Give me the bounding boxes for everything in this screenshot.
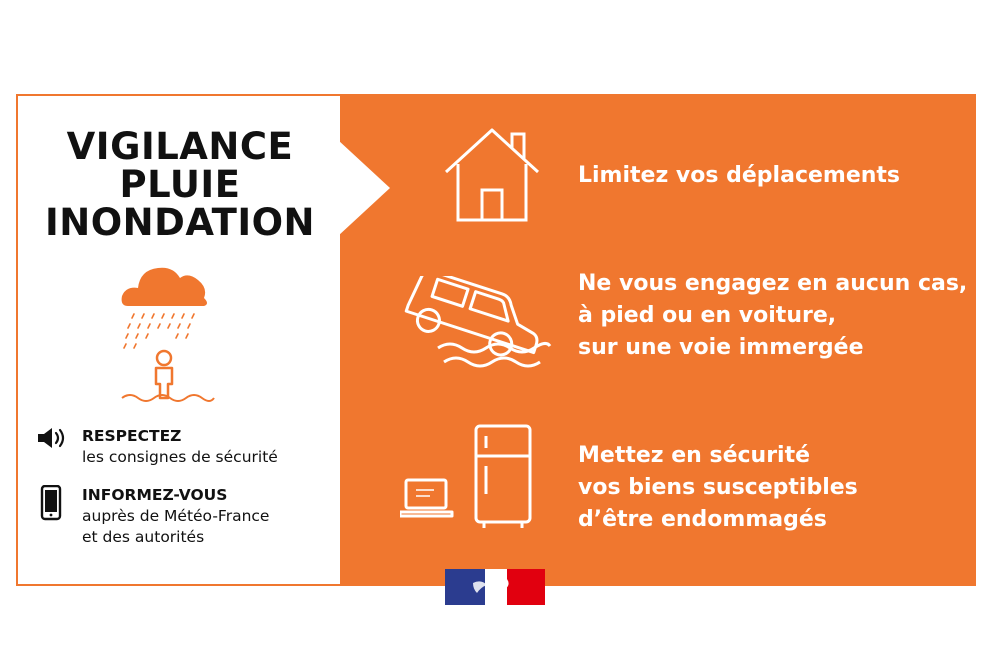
title-line-2: PLUIE bbox=[119, 163, 241, 206]
info-text: auprès de Météo-France bbox=[82, 507, 270, 525]
alert-title bbox=[30, 125, 330, 244]
house-icon bbox=[442, 124, 542, 224]
title-line-3: INONDATION bbox=[44, 201, 316, 244]
action-line: Ne vous engagez en aucun cas, bbox=[578, 271, 968, 296]
info-heading: RESPECTEZ bbox=[82, 427, 182, 445]
action-line: d’être endommagés bbox=[578, 507, 827, 532]
rain-flood-person-icon bbox=[118, 258, 218, 408]
panel-arrow-notch bbox=[338, 140, 390, 236]
car-in-water-icon bbox=[398, 276, 553, 371]
title-line-1: VIGILANCE bbox=[66, 125, 294, 168]
info-text: et des autorités bbox=[82, 528, 205, 546]
fridge-laptop-icon bbox=[400, 422, 540, 530]
action-line: à pied ou en voiture, bbox=[578, 303, 837, 328]
smartphone-icon bbox=[36, 485, 66, 521]
info-text: les consignes de sécurité bbox=[82, 448, 278, 466]
republique-francaise-logo bbox=[445, 569, 545, 605]
action-line: Mettez en sécurité bbox=[578, 443, 811, 468]
action-secure-property bbox=[578, 440, 858, 536]
action-line: vos biens susceptibles bbox=[578, 475, 858, 500]
speaker-icon bbox=[36, 426, 70, 450]
action-limit-travel bbox=[578, 160, 900, 192]
action-no-flooded-road bbox=[578, 268, 967, 364]
info-heading: INFORMEZ-VOUS bbox=[82, 486, 228, 504]
action-line: Limitez vos déplacements bbox=[578, 163, 901, 188]
action-line: sur une voie immergée bbox=[578, 335, 864, 360]
